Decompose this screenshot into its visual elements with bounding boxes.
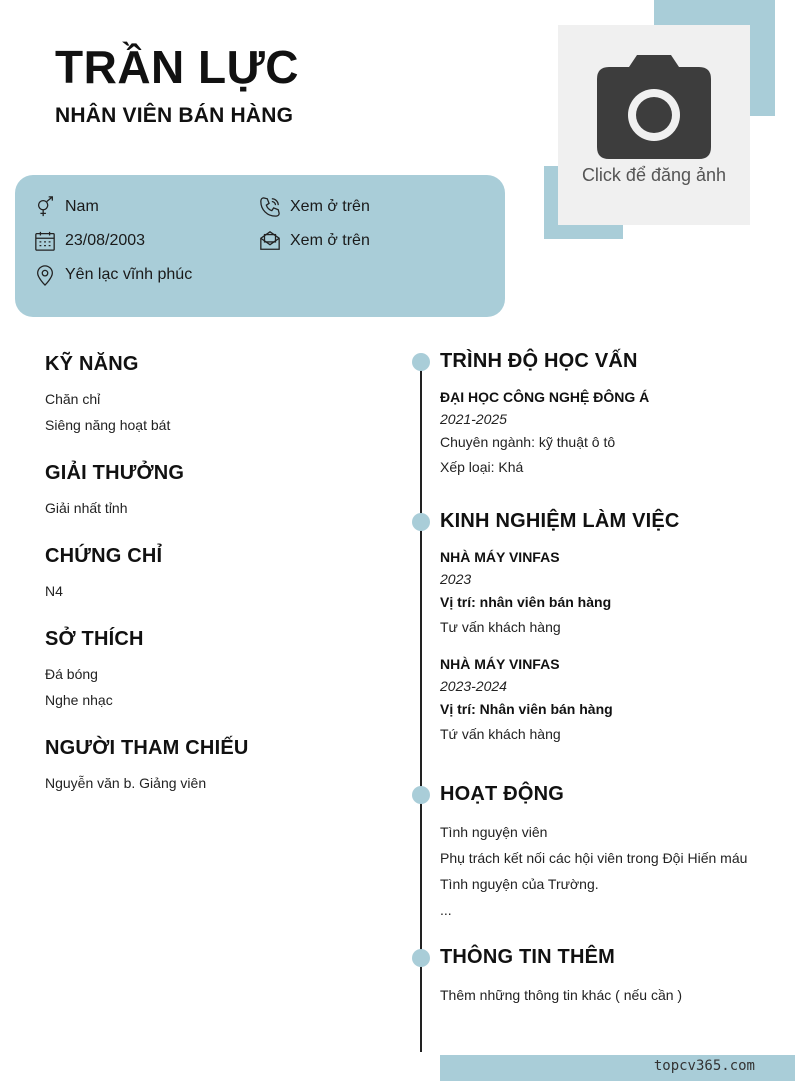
section-heading: GIẢI THƯỞNG: [45, 462, 185, 484]
experience-section: [440, 510, 780, 742]
candidate-name: TRẦN LỰC: [55, 41, 300, 93]
photo-upload-label: Click để đăng ảnh: [581, 165, 727, 185]
section-heading: HOẠT ĐỘNG: [440, 783, 565, 805]
phone-value: Xem ở trên: [290, 198, 370, 215]
phone-icon: [258, 195, 282, 219]
extra-info-section: [440, 946, 780, 1003]
list-item: N4: [45, 583, 63, 599]
education-period: 2021-2025: [440, 411, 507, 427]
education-grade: Xếp loại: Khá: [440, 459, 524, 475]
section-heading: TRÌNH ĐỘ HỌC VẤN: [440, 350, 638, 372]
contact-address: [33, 263, 192, 287]
list-item: Nghe nhạc: [45, 692, 113, 708]
activity-line: Phụ trách kết nối các hội viên trong Đội Hiến máu: [440, 850, 748, 866]
skills-section: [45, 353, 170, 438]
activity-line: Tình nguyện viên: [440, 824, 548, 840]
job-title: NHÂN VIÊN BÁN HÀNG: [55, 104, 294, 127]
list-item: Siêng năng hoạt bát: [45, 417, 171, 433]
section-heading: KINH NGHIỆM LÀM VIỆC: [440, 510, 680, 532]
section-heading: NGƯỜI THAM CHIẾU: [45, 737, 249, 759]
contact-email: [258, 229, 370, 253]
list-item: Chăn chỉ: [45, 391, 101, 407]
contact-birthday: [33, 229, 145, 253]
job-period: 2023-2024: [440, 678, 507, 694]
section-heading: KỸ NĂNG: [45, 353, 139, 375]
references-section: [45, 737, 249, 796]
email-value: Xem ở trên: [290, 232, 370, 249]
list-item: Giải nhất tỉnh: [45, 500, 128, 516]
list-item: Đá bóng: [45, 666, 98, 682]
photo-upload-button[interactable]: [558, 25, 750, 225]
location-pin-icon: [33, 263, 57, 287]
section-heading: SỞ THÍCH: [45, 628, 144, 650]
extra-info-text: Thêm những thông tin khác ( nếu cần ): [440, 987, 683, 1003]
mail-icon: [258, 229, 282, 253]
camera-icon: [597, 55, 711, 159]
timeline-dot: [412, 353, 430, 371]
gender-value: Nam: [65, 198, 99, 215]
activity-line: Tình nguyện của Trường.: [440, 876, 599, 892]
job-description: Tứ vấn khách hàng: [440, 726, 561, 742]
contact-phone: [258, 195, 370, 219]
contact-card: [15, 175, 505, 317]
birthday-value: 23/08/2003: [65, 232, 146, 249]
address-value: Yên lạc vĩnh phúc: [65, 266, 193, 283]
gender-icon: [33, 195, 57, 219]
calendar-icon: [33, 229, 57, 253]
timeline-dot: [412, 513, 430, 531]
education-major: Chuyên ngành: kỹ thuật ô tô: [440, 434, 616, 450]
footer-site: topcv365.com: [653, 1058, 755, 1074]
activities-section: [440, 783, 780, 923]
job-position: Vị trí: nhân viên bán hàng: [440, 594, 612, 610]
education-section: [440, 350, 780, 475]
section-heading: THÔNG TIN THÊM: [440, 946, 616, 968]
school-name: ĐẠI HỌC CÔNG NGHỆ ĐÔNG Á: [440, 389, 650, 405]
job-description: Tư vấn khách hàng: [440, 619, 561, 635]
timeline-dot: [412, 949, 430, 967]
job-position: Vị trí: Nhân viên bán hàng: [440, 701, 613, 717]
footer-bar: [440, 1055, 795, 1081]
job-period: 2023: [440, 571, 472, 587]
list-item: Nguyễn văn b. Giảng viên: [45, 775, 207, 791]
activity-line: ...: [440, 902, 452, 918]
hobbies-section: [45, 628, 144, 713]
certificates-section: [45, 545, 162, 604]
contact-gender: [33, 195, 99, 219]
company-name: NHÀ MÁY VINFAS: [440, 549, 560, 565]
awards-section: [45, 462, 184, 521]
timeline-dot: [412, 786, 430, 804]
section-heading: CHỨNG CHỈ: [45, 545, 163, 567]
company-name: NHÀ MÁY VINFAS: [440, 656, 560, 672]
